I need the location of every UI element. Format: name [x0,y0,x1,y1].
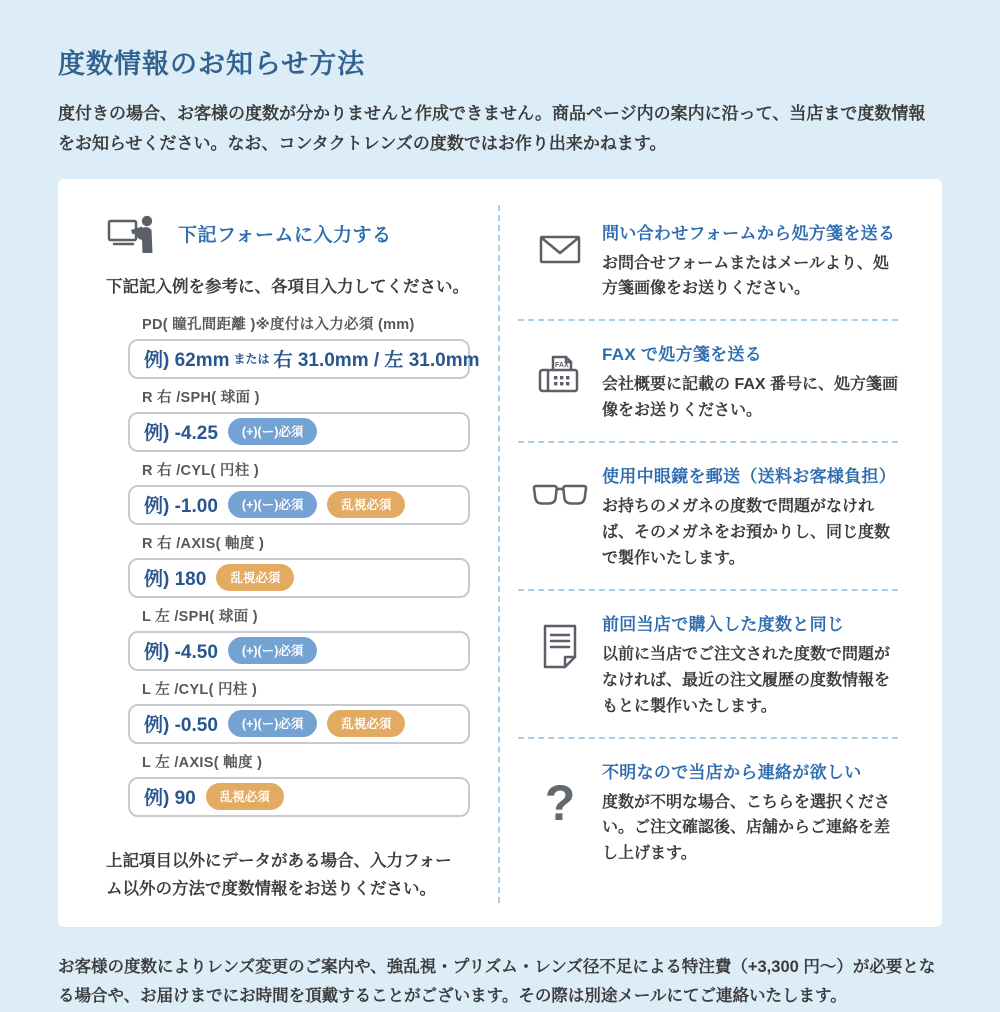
field-pd-label: PD( 瞳孔間距離 )※度付は入力必須 (mm) [142,316,415,333]
field-r-axis [128,532,470,598]
form-note: 上記項目以外にデータがある場合、入力フォーム以外の方法で度数情報をお送りください。 [106,851,452,898]
field-l-cyl-label: L 左 /CYL( 円柱 ) [142,681,258,698]
field-r-axis-example: 例) 180 [144,569,207,590]
method-body [602,462,898,572]
method-body [602,340,898,424]
method-body [602,610,898,720]
field-r-sph-example-box [128,412,470,452]
astigmatism-required-badge: 乱視必須 [216,564,294,591]
method-body [602,758,898,868]
info-card [58,179,942,927]
method-contact-form [518,219,898,303]
method-fax [518,340,898,424]
method-title: 不明なので当店から連絡が欲しい [602,762,862,782]
field-r-sph-label: R 右 /SPH( 球面 ) [142,389,260,406]
field-r-axis-example-box [128,558,470,598]
method-unknown-contact [518,758,898,868]
field-pd-example-alt: 右 31.0mm / 左 31.0mm [273,350,480,371]
glasses-icon [518,462,602,572]
method-title: 使用中眼鏡を郵送（送料お客様負担） [602,467,897,487]
fax-icon [518,340,602,424]
field-l-sph-example-box [128,631,470,671]
field-l-cyl-example: 例) -0.50 [144,715,218,736]
astigmatism-required-badge: 乱視必須 [327,710,405,737]
field-l-sph-label: L 左 /SPH( 球面 ) [142,608,258,625]
field-r-sph-example: 例) -4.25 [144,423,218,444]
field-l-sph-example: 例) -4.50 [144,642,218,663]
plus-minus-required-badge: (+)(ー)必須 [228,418,317,445]
field-l-cyl-example-box [128,704,470,744]
page-title: 度数情報のお知らせ方法 [58,49,366,79]
plus-minus-required-badge: (+)(ー)必須 [228,491,317,518]
form-section-title: 下記フォームに入力する [178,225,392,246]
field-l-axis [128,751,470,817]
field-r-sph [128,386,470,452]
field-r-cyl-label: R 右 /CYL( 円柱 ) [142,462,259,479]
method-title: 問い合わせフォームから処方箋を送る [602,223,896,243]
method-previous-order [518,610,898,720]
field-pd-example-or: または [233,352,270,366]
envelope-icon [518,219,602,303]
field-l-cyl [128,678,470,744]
astigmatism-required-badge: 乱視必須 [206,783,284,810]
method-text: 会社概要に記載の FAX 番号に、処方箋画像をお送りください。 [602,376,899,420]
dashed-divider [518,441,898,443]
dashed-divider [518,589,898,591]
field-l-sph [128,605,470,671]
dashed-divider [518,319,898,321]
method-title: 前回当店で購入した度数と同じ [602,614,845,634]
field-l-axis-label: L 左 /AXIS( 軸度 ) [142,754,263,771]
method-mail-glasses [518,462,898,572]
footer-note: お客様の度数によりレンズ変更のご案内や、強乱視・プリズム・レンズ径不足による特注費（+3,300 円〜）が必要となる場合や、お届けまでにお時間を頂戴することがございます。その際は別途メールにてご連絡いたします。 [58,957,936,1006]
method-text: 以前に当店でご注文された度数で問題がなければ、最近の注文履歴の度数情報をもとに製作いたします。 [602,645,891,715]
plus-minus-required-badge: (+)(ー)必須 [228,637,317,664]
presenter-icon [106,213,164,255]
field-pd [128,313,480,379]
field-l-axis-example-box [128,777,470,817]
field-l-axis-example: 例) 90 [144,788,196,809]
form-field-examples [128,313,480,817]
field-r-cyl-example: 例) -1.00 [144,496,218,517]
dashed-divider [518,737,898,739]
method-text: 度数が不明な場合、こちらを選択ください。ご注文確認後、店舗からご連絡を差し上げます。 [602,793,891,863]
form-example-column [58,205,498,903]
document-icon [518,610,602,720]
form-section-header [106,213,470,255]
method-body [602,219,898,303]
method-text: お問合せフォームまたはメールより、処方箋画像をお送りください。 [602,254,889,298]
plus-minus-required-badge: (+)(ー)必須 [228,710,317,737]
svg-text:FAX: FAX [555,362,569,370]
intro-text: 度付きの場合、お客様の度数が分かりませんと作成できません。商品ページ内の案内に沿って、当店まで度数情報をお知らせください。なお、コンタクトレンズの度数ではお作り出来かねます。 [58,104,926,153]
field-pd-example-box [128,339,480,379]
method-title: FAX で処方箋を送る [602,345,763,365]
field-r-cyl-example-box [128,485,470,525]
astigmatism-required-badge: 乱視必須 [327,491,405,518]
question-icon: ? [544,774,576,831]
field-r-cyl [128,459,470,525]
method-text: お持ちのメガネの度数で問題がなければ、そのメガネをお預かりし、同じ度数で製作いたします。 [602,498,891,567]
field-pd-example: 例) 62mm [144,350,230,371]
field-r-axis-label: R 右 /AXIS( 軸度 ) [142,535,265,552]
methods-column [498,205,942,903]
form-section-subtitle: 下記記入例を参考に、各項目入力してください。 [106,277,469,296]
